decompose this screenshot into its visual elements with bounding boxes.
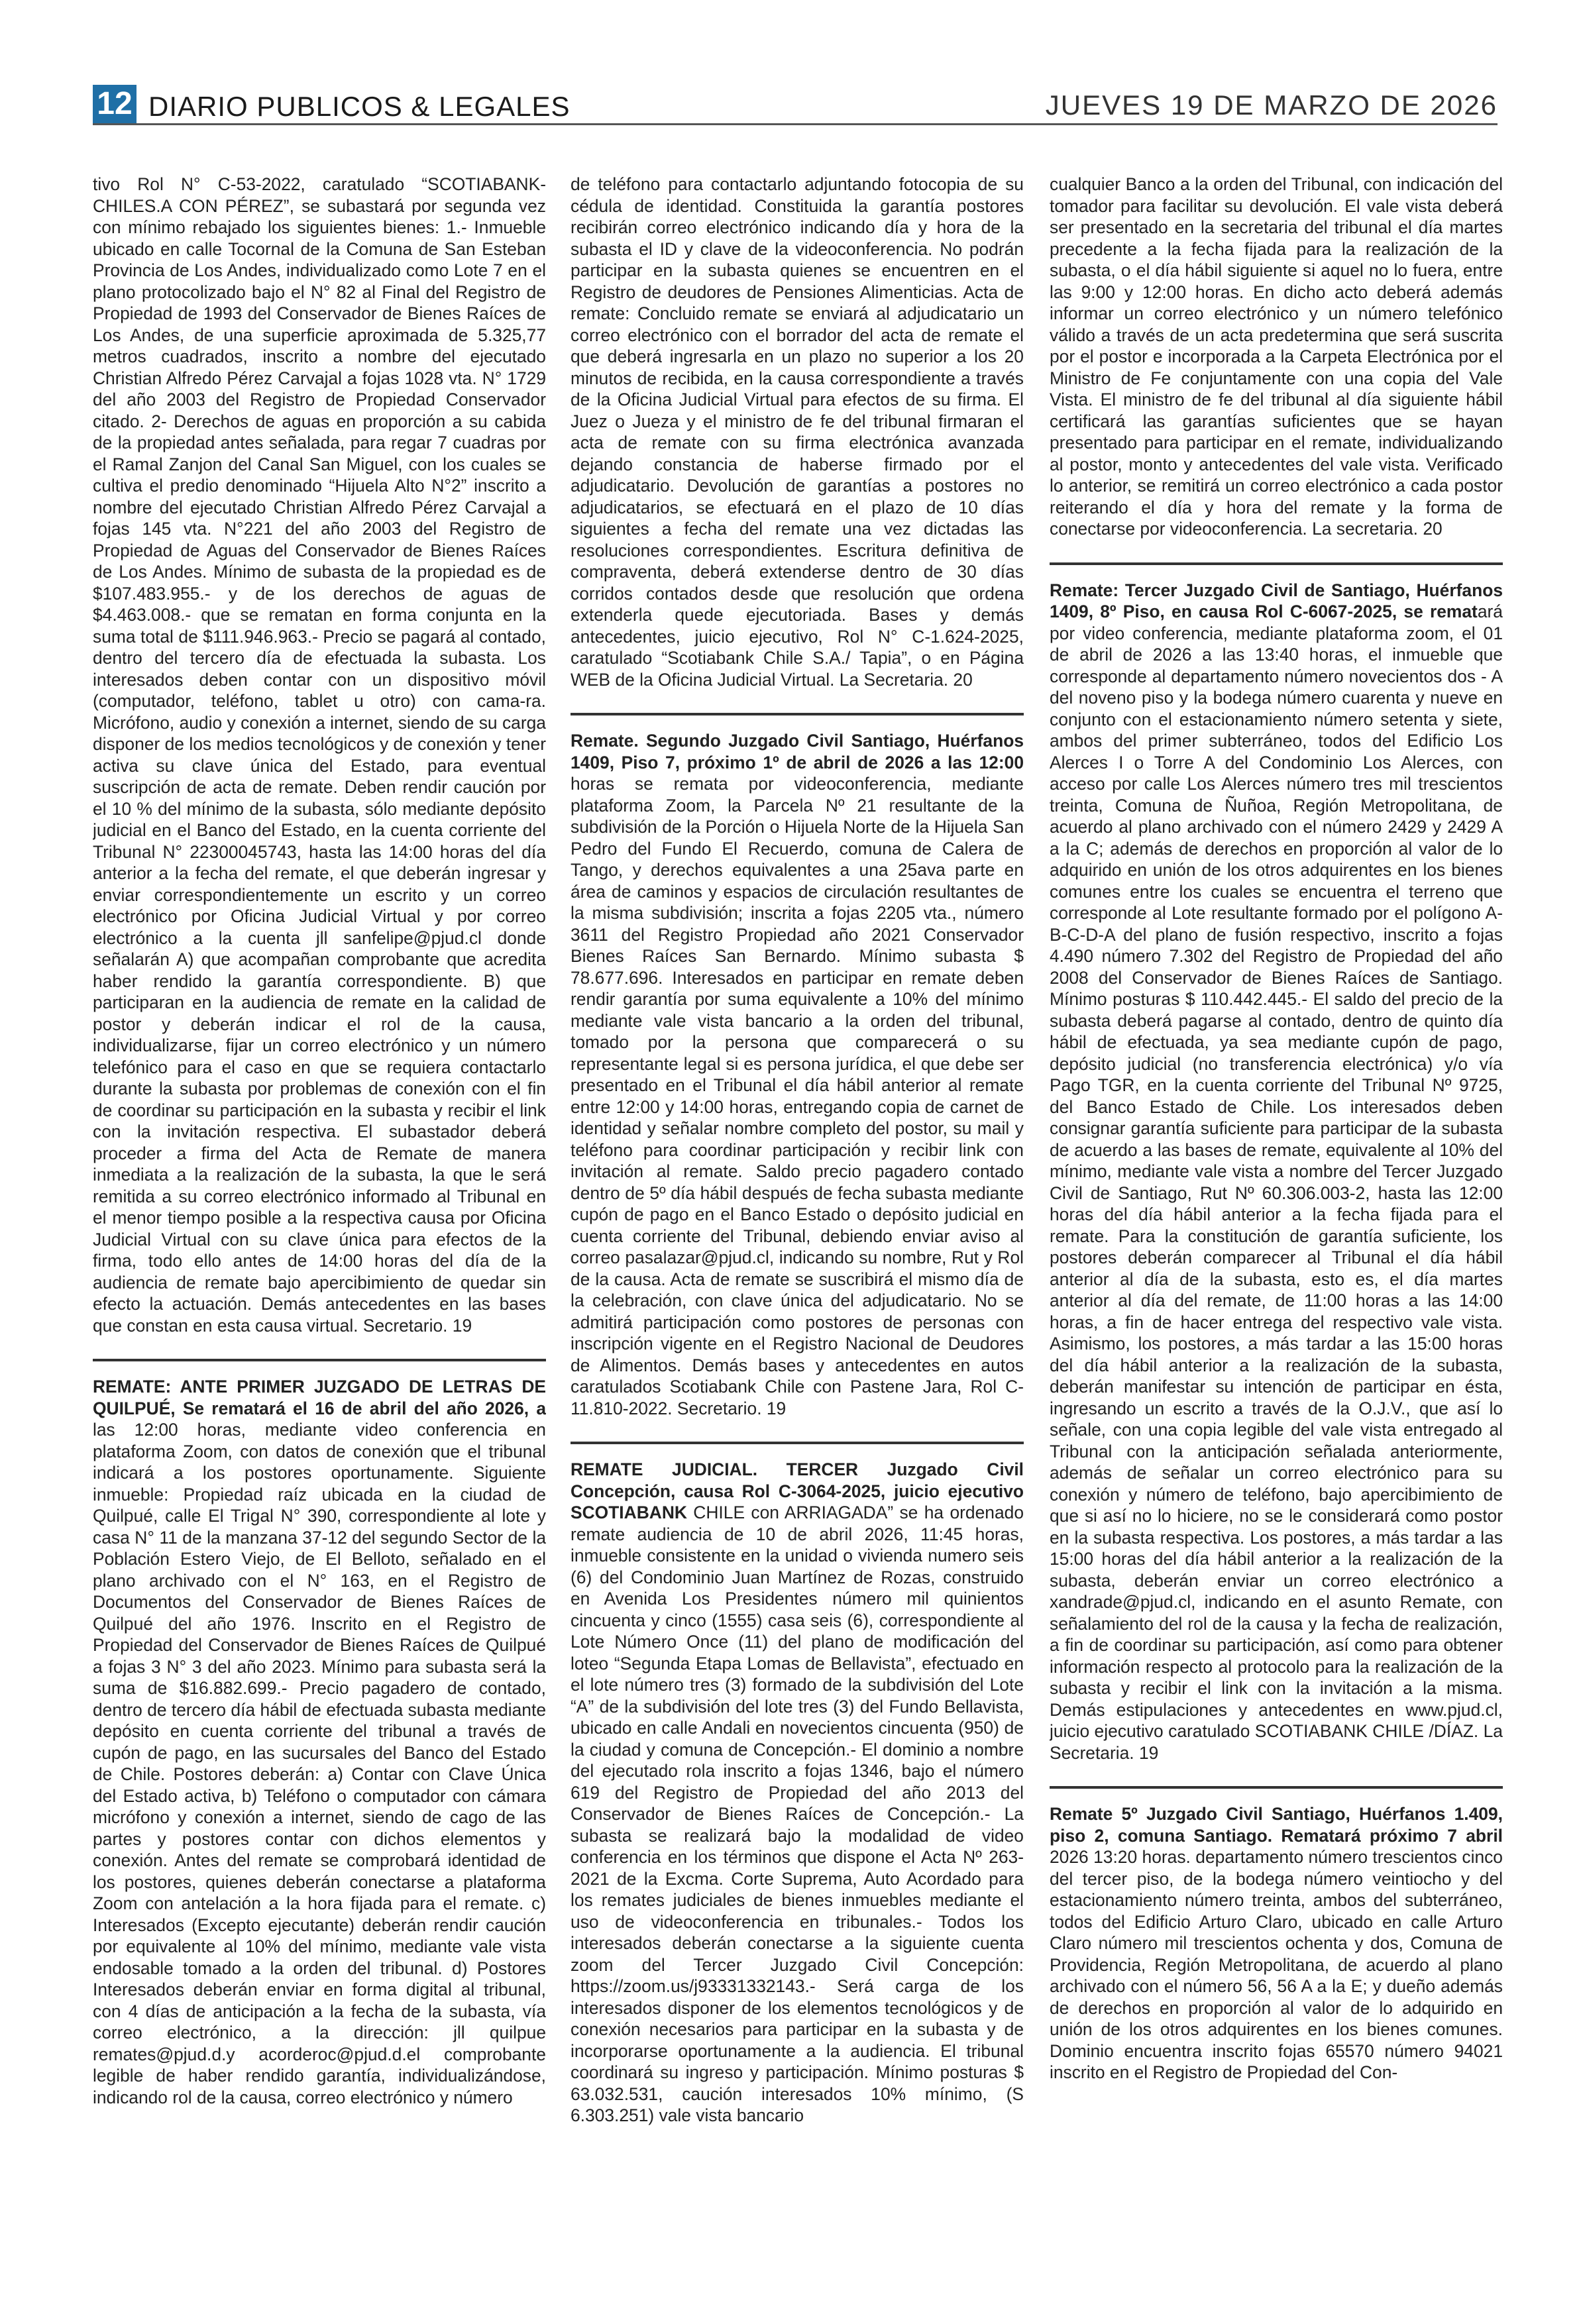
notice-divider [571, 713, 1024, 715]
notice-quinto-juzgado-santiago [1050, 1803, 1503, 2084]
notice-segundo-juzgado-santiago [571, 730, 1024, 1419]
notice-body: de teléfono para contactarlo adjuntando fotocopia de su cédula de identidad. Constituida la garantía postores recibirán correo electrónico indicando día y hora de la subasta el ID y clave de la videoconferencia. No podrán participar en la subasta quienes se encuentren en el Registro de deudores de Pensiones Alimenticias. Acta de remate: Concluido remate se enviará al adjudicatario un correo electrónico con el borrador del acta de remate el que deberá ingresarla en un plazo no superior a los 20 minutos de recibida, en la causa correspondiente a través de la Oficina Judicial Virtual para efectos de su firma. El Juez o Jueza y el ministro de fe del tribunal firmaran el acta de remate con su firma electrónica avanzada dejando constancia de haberse firmado por el adjudicatario. Devolución de garantías a postores no adjudicatarios, se efectuará en el plazo de 10 días siguientes a fecha del remate una vez dictadas las resoluciones correspondientes. Escritura definitiva de compraventa, deberá extenderse dentro de 30 días corridos contados desde que resolución que ordena extenderla quede ejecutoriada. Bases y demás antecedentes, juicio ejecutivo, Rol N° C-1.624-2025, caratulado “Scotiabank Chile S.A./ Tapia”, o en Página WEB de la Oficina Judicial Virtual. La Secretaria. 20 [571, 174, 1024, 690]
notice-body: ará por video conferencia, mediante plataforma zoom, el 01 de abril de 2026 a las 13:40 horas, el inmueble que corresponde al departamento número novecientos dos - A del noveno piso y la bodega número cuarenta y nueve en conjunto con el estacionamiento número setenta y siete, ambos del primer subterráneo, todos del Edificio Los Alerces I o Torre A del Condominio Los Alerces, con acceso por calle Los Alerces número tres mil trescientos treinta, Comuna de Ñuñoa, Región Metropolitana, de acuerdo al plano archivado con el número 2429 y 2429 A a la C; además de derechos en proporción al valor de lo adquirido en unión de los otros adquirentes en los bienes comunes entre los cuales se encuentra el terreno que corresponde al Lote resultante formado por el polígono A-B-C-D-A del plano de fusión respectivo, inscrito a fojas 4.490 número 7.302 del Registro de Propiedad del año 2008 del Conservador de Bienes Raíces de Santiago. Mínimo posturas $ 110.442.445.- El saldo del precio de la subasta deberá pagarse al contado, dentro de quinto día hábil de efectuada, ya sea mediante cupón de pago, depósito judicial (no transferencia electrónica) y/o vía Pago TGR, en la cuenta corriente del Tribunal Nº 9725, del Banco Estado de Chile. Los interesados deben consignar garantía suficiente para participar de la subasta de acuerdo a las bases de remate, equivalente al 10% del mínimo, mediante vale vista a nombre del Tercer Juzgado Civil de Santiago, Rut Nº 60.306.003-2, hasta las 12:00 horas del día hábil anterior a la fecha fijada para el remate. Para la constitución de garantía suficiente, los postores deberán comparecer al Tribunal el día hábil anterior al día de la subasta, esto es, el día martes anterior al día del remate, de 11:00 horas a las 14:00 horas, a fin de hacer entrega del respectivo vale vista. Asimismo, los postores, a más tardar a las 15:00 horas del día hábil anterior a la realización de la subasta, deberán manifestar su intención de participar en ésta, ingresando un escrito a través de la O.J.V., que así lo señale, con una copia legible del vale vista entregado al Tribunal con la anticipación señalada anteriormente, además de señalar un correo electrónico para su conexión y número de teléfono, bajo apercibimiento de que si así no lo hiciere, no se le considerará como postor en la subasta respectiva. Los postores, a más tardar a las 15:00 horas del día hábil anterior a la realización de la subasta, deberán enviar un correo electrónico a xandrade@pjud.cl, indicando en el asunto Remate, con señalamiento del rol de la causa y la fecha de realización, a fin de coordinar su participación, así como para obtener información respecto al protocolo para la realización de la subasta y recibir el link con la invitación a la misma. Demás estipulaciones y antecedentes en www.pjud.cl, juicio ejecutivo caratulado SCOTIABANK CHILE /DÍAZ. La Secretaria. 19 [1050, 602, 1503, 1763]
column-right [1050, 174, 1503, 2294]
notice-tercer-juzgado-santiago [1050, 580, 1503, 1764]
page-header [93, 85, 1498, 125]
notice-tercer-juzgado-concepcion [571, 1459, 1024, 2127]
column-middle [571, 174, 1024, 2294]
notice-divider [571, 1442, 1024, 1444]
notice-headline: Remate: Tercer Juzgado Civil de Santiago, Huérfanos 1409, 8º Piso, en causa Rol C-6067-2025, se remat [1050, 580, 1503, 621]
notice-body: las 12:00 horas, mediante video conferencia en plataforma Zoom, con datos de conexión que el tribunal indicará a los postores oportunamente. Siguiente inmueble: Propiedad raíz ubicada en la ciudad de Quilpué, calle El Trigal N° 390, correspondiente al lote y casa N° 11 de la manzana 37-12 del segundo Sector de la Población Estero Viejo, de El Belloto, señalado en el plano archivado con el N° 163, en el Registro de Documentos del Conservador de Bienes Raíces de Quilpué del año 1976. Inscrito en el Registro de Propiedad del Conservador de Bienes Raíces de Quilpué a fojas 3 N° 3 del año 2023. Mínimo para subasta será la suma de $16.882.699.- Precio pagadero de contado, dentro de tercero día hábil de efectuada subasta mediante depósito en cuenta corriente del tribunal a través de cupón de pago, en las sucursales del Banco del Estado de Chile. Postores deberán: a) Contar con Clave Única del Estado activa, b) Teléfono o computador con cámara micrófono y conexión a internet, siendo de cago de las partes y postores contar con dichos elementos y conexión. Antes del remate se comprobará identidad de los postores, quienes deberán conectarse a plataforma Zoom con antelación a la hora fijada para el remate. c) Interesados (Excepto ejecutante) deberán rendir caución por equivalente al 10% del mínimo, mediante vale vista endosable tomado a la orden del tribunal. d) Postores Interesados deberán enviar en forma digital al tribunal, con 4 días de anticipación a la fecha de la subasta, vía correo electrónico, a la dirección: jll quilpue remates@pjud.d.y acorderoc@pjud.d.el comprobante legible de haber rendido garantía, individualizándose, indicando rol de la causa, correo electrónico y número [93, 1420, 546, 2107]
issue-date: JUEVES 19 DE MARZO DE 2026 [1045, 89, 1498, 121]
notice-headline: Remate. Segundo Juzgado Civil Santiago, Huérfanos 1409, Piso 7, próximo 1º de abril de 2026 a las 12:00 [571, 731, 1024, 772]
notice-divider [93, 1359, 546, 1361]
notice-body: horas se remata por videoconferencia, mediante plataforma Zoom, la Parcela Nº 21 resultante de la subdivisión de la Porción o Hijuela Norte de la Hijuela San Pedro del Fundo El Recuerdo, comuna de Calera de Tango, y derechos equivalentes a una 25ava parte en área de caminos y espacios de circulación resultantes de la misma subdivisión; inscrita a fojas 2205 vta., número 3611 del Registro Propiedad año 2021 Conservador Bienes Raíces San Bernardo. Mínimo subasta $ 78.677.696. Interesados en participar en remate deben rendir garantía por suma equivalente a 10% del mínimo mediante vale vista bancario a la orden del tribunal, tomado por la persona que comparecerá o su representante legal si es persona jurídica, el que debe ser presentado en el Tribunal el día hábil anterior al remate entre 12:00 y 14:00 horas, entregando copia de carnet de identidad y señalar nombre completo del postor, su mail y teléfono para coordinar participación y recibir link con invitación al remate. Saldo precio pagadero contado dentro de 5º día hábil después de fecha subasta mediante cupón de pago en el Banco Estado o depósito judicial en cuenta corriente del Tribunal, debiendo enviar aviso al correo pasalazar@pjud.cl, indicando su nombre, Rut y Rol de la causa. Acta de remate se suscribirá el mismo día de la celebración, con clave única del adjudicatario. No se admitirá participación como postores de personas con inscripción vigente en el Registro Nacional de Deudores de Alimentos. Demás bases y antecedentes en autos caratulados Scotiabank Chile con Pastene Jara, Rol C-11.810-2022. Secretario. 19 [571, 774, 1024, 1418]
notice-body: tivo Rol N° C-53-2022, caratulado “SCOTIABANK- CHILES.A CON PÉREZ”, se subastará por segunda vez con mínimo rebajado los siguientes bienes: 1.- Inmueble ubicado en calle Tocornal de la Comuna de San Esteban Provincia de Los Andes, individualizado como Lote 7 en el plano protocolizado bajo el N° 82 al Final del Registro de Propiedad de 1993 del Conservador de Bienes Raíces de Los Andes, de una superficie aproximada de 5.325,77 metros cuadrados, inscrito a nombre del ejecutado Christian Alfredo Pérez Carvajal a fojas 1028 vta. N° 1729 del año 2003 del Registro de Propiedad Conservador citado. 2- Derechos de aguas en proporción a su cabida de la propiedad antes señalada, para regar 7 cuadras por el Ramal Zanjon del Canal San Miguel, con los cuales se cultiva el predio denominado “Hijuela Alto N°2” inscrito a nombre del ejecutado Christian Alfredo Pérez Carvajal a fojas 145 vta. N°221 del año 2003 del Registro de Propiedad de Aguas del Conservador de Bienes Raíces de Los Andes. Mínimo de subasta de la propiedad es de $107.483.955.- y de los derechos de aguas de $4.463.008.- que se rematan en forma conjunta en la suma total de $111.946.963.- Precio se pagará al contado, dentro del tercero día de efectuada la subasta. Los interesados deben contar con un dispositivo móvil (computador, teléfono, tablet u otro) con cama-ra. Micrófono, audio y conexión a internet, siendo de su carga disponer de los medios tecnológicos y de conexión y tener activa su clave única del Estado, para eventual suscripción de acta de remate. Deben rendir caución por el 10 % del mínimo de la subasta, sólo mediante depósito judicial en el Banco del Estado, en la cuenta corriente del Tribunal N° 22300045743, hasta las 14:00 horas del día anterior a la fecha del remate, el que deberán ingresar y enviar correspondientemente un escrito y un correo electrónico por Oficina Judicial Virtual y por correo electrónico a la cuenta jll sanfelipe@pjud.cl donde señalarán A) que acompañan comprobante que acredita haber rendido la garantía correspondiente. B) que participaran en la audiencia de remate en la calidad de postor y deberán indicar el rol de la causa, individualizarse, fijar un correo electrónico y un número telefónico para el caso en que se requiera contactarlo durante la subasta por problemas de conexión con el fin de coordinar su participación en la subasta y recibir el link con la invitación respectiva. El subastador deberá proceder a firma del Acta de Remate de manera inmediata a la realización de la subasta, la que le será remitida a su correo electrónico informado al Tribunal en el menor tiempo posible a la respectiva causa por Oficina Judicial Virtual con su clave única para efectos de la firma, todo ello antes de 14:00 horas del día de la audiencia de remate bajo apercibimiento de quedar sin efecto la actuación. Demás antecedentes en las bases que constan en esta causa virtual. Secretario. 19 [93, 174, 546, 1336]
notice-body: cualquier Banco a la orden del Tribunal, con indicación del tomador para facilitar su devolución. El vale vista deberá ser presentado en la secretaria del tribunal el día martes precedente a la fecha fijada para la realización de la subasta, o el día hábil siguiente si aquel no lo fuera, entre las 9:00 y 12:00 horas. En dicho acto deberá además informar un correo electrónico y un número telefónico válido a través de un acta predetermina que será suscrita por el postor e incorporada a la Carpeta Electrónica por el Ministro de Fe conjuntamente con una copia del Vale Vista. El ministro de fe del tribunal al día siguiente hábil certificará las garantías suficientes que se hayan presentado para participar en el remate, individualizando al postor, monto y antecedentes del vale vista. Verificado lo anterior, se remitirá un correo electrónico a cada postor reiterando el día y hora del remate y la forma de conectarse por videoconferencia. La secretaria. 20 [1050, 174, 1503, 539]
notice-headline: REMATE: ANTE PRIMER JUZGADO DE LETRAS DE QUILPUÉ, Se rematará el 16 de abril del año 2026, a [93, 1377, 546, 1418]
notice-arriagada-continued [1050, 174, 1503, 540]
column-left [93, 174, 546, 2294]
notice-divider [1050, 562, 1503, 565]
notice-headline: Remate 5º Juzgado Civil Santiago, Huérfanos 1.409, piso 2, comuna Santiago. Rematará próximo 7 abril [1050, 1804, 1503, 1846]
newspaper-title: DIARIO PUBLICOS & LEGALES [148, 91, 571, 122]
notice-headline: REMATE JUDICIAL. TERCER Juzgado Civil Concepción, causa Rol C-3064-2025, juicio ejecutivo SCOTIABANK [571, 1459, 1024, 1522]
notice-body: CHILE con ARRIAGADA” se ha ordenado remate audiencia de 10 de abril 2026, 11:45 horas, inmueble consistente en la unidad o vivienda numero seis (6) del Condominio Juan Martínez de Rozas, construido en Avenida Los Presidentes número mil quinientos cincuenta y cinco (1555) casa seis (6), correspondiente al Lote Número Once (11) del plano de modificación del loteo “Segunda Etapa Lomas de Bellavista”, efectuado en el lote número tres (3) formado de la subdivisión del Lote “A” de la subdivisión del lote tres (3) del Fundo Bellavista, ubicado en calle Andali en novecientos cincuenta (950) de la ciudad y comuna de Concepción.- El dominio a nombre del ejecutado rola inscrito a fojas 1346, bajo el número 619 del Registro de Propiedad del año 2013 del Conservador de Bienes Raíces de Concepción.- La subasta se realizará bajo la modalidad de video conferencia en los términos que dispone el Acta Nº 263-2021 de la Excma. Corte Suprema, Auto Acordado para los remates judiciales de bienes inmuebles mediante el uso de videoconferencia en tribunales.- Todos los interesados deberán conectarse a la siguiente cuenta zoom del Tercer Juzgado Civil Concepción: https://zoom.us/j93331332143.- Será carga de los interesados disponer de los elementos tecnológicos y de conexión necesarios para participar en la subasta y de incorporarse oportunamente a la audiencia. El tribunal coordinará su ingreso y participación. Mínimo posturas $ 63.032.531, caución interesados 10% mínimo, (S 6.303.251) vale vista bancario [571, 1503, 1024, 2125]
notice-body: 2026 13:20 horas. departamento número trescientos cinco del tercer piso, de la bodega número veintiocho y del estacionamiento número treinta, ambos del subterráneo, todos del Edificio Arturo Claro, ubicado en calle Arturo Claro número mil trescientos ochenta y dos, Comuna de Providencia, Región Metropolitana, de acuerdo al plano archivado con el número 56, 56 A a la E; y dueño además de derechos en proporción al valor de lo adquirido en unión de los otros adquirentes en los bienes comunes. Dominio encuentra inscrito fojas 65570 número 94021 inscrito en el Registro de Propiedad del Con- [1050, 1847, 1503, 2082]
notice-quilpue-remate [93, 1376, 546, 2108]
notice-tapia-continued [571, 174, 1024, 690]
notice-divider [1050, 1786, 1503, 1789]
notice-scotiabank-perez-continued [93, 174, 546, 1336]
page-number-badge: 12 [93, 85, 136, 123]
